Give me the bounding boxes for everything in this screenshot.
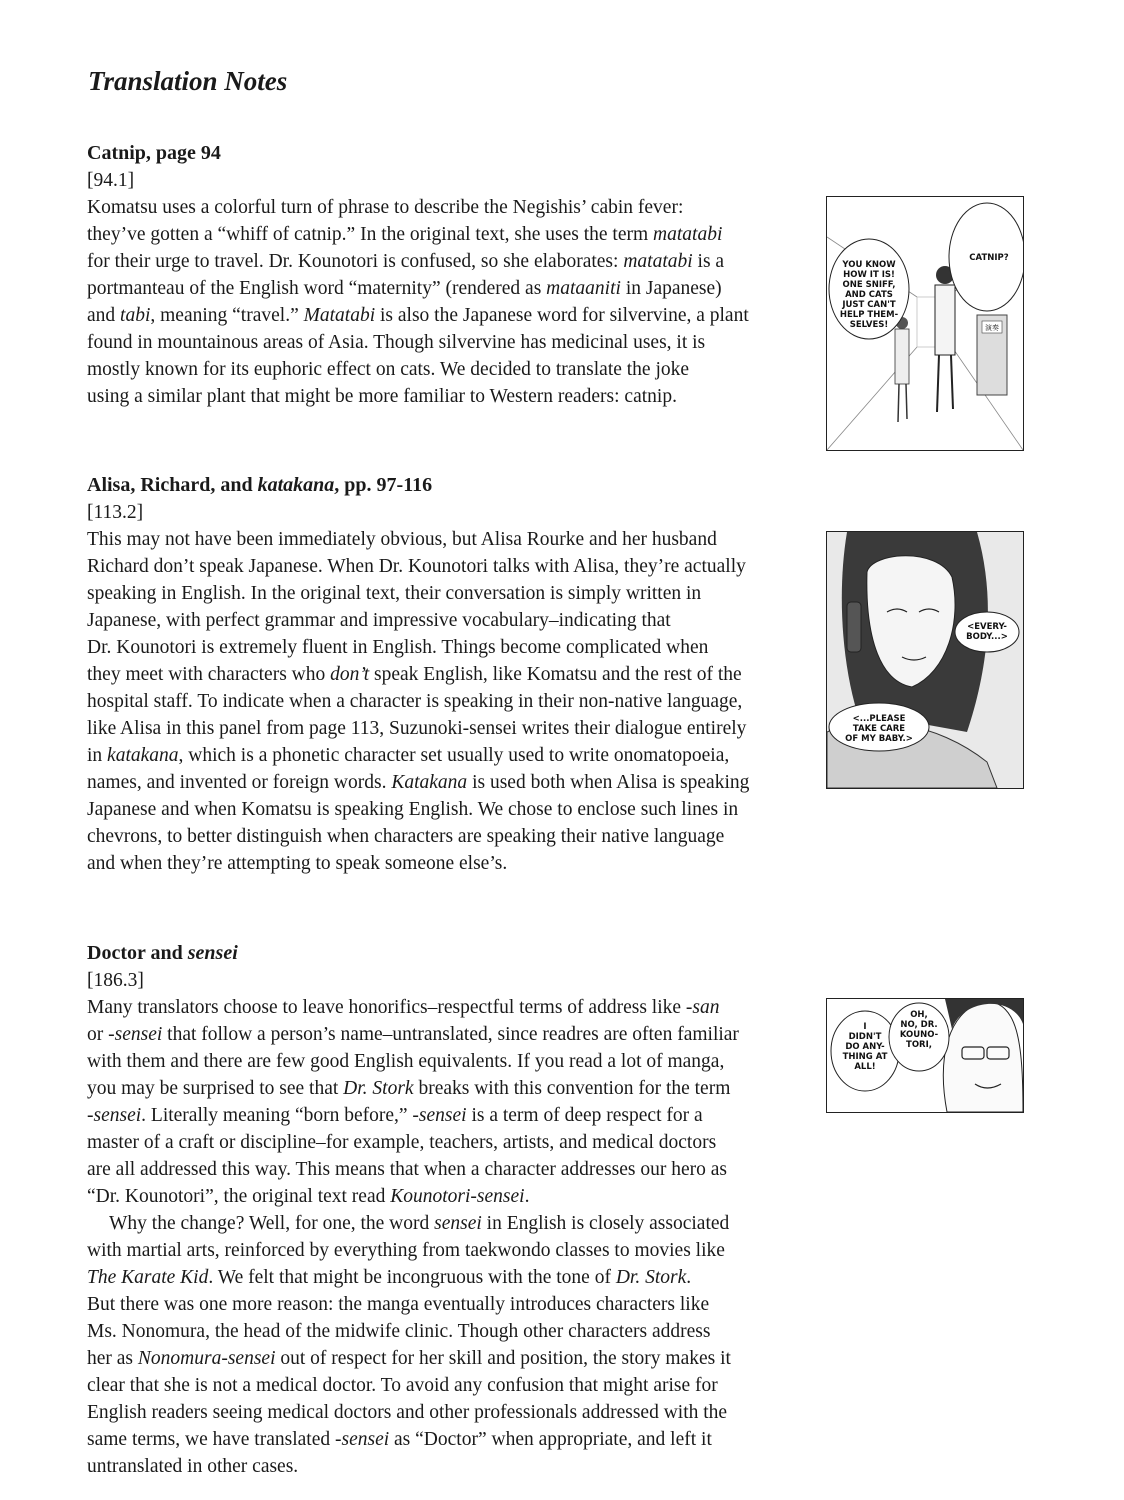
text-run: . We felt that might be incongruous with the tone of — [208, 1267, 616, 1288]
text-run: Alisa, Richard, and — [87, 474, 258, 496]
text-run: is a term of deep respect for a — [466, 1105, 703, 1126]
manga-panel-catnip — [826, 196, 1024, 451]
text-run: portmanteau of the English word “maternity” (rendered as — [87, 278, 547, 299]
italic-term: Matatabi — [303, 305, 376, 326]
paragraph — [87, 194, 807, 410]
text-run: like Alisa in this panel from page 113, Suzunoki-sensei writes their dialogue entirely — [87, 718, 747, 739]
bubble-line: HELP THEM- — [839, 310, 899, 320]
text-run: English readers seeing medical doctors and other professionals addressed with the — [87, 1402, 728, 1423]
paragraph — [87, 994, 807, 1210]
bubble-line: BODY...> — [966, 632, 1008, 642]
text-run: But there was one more reason: the manga eventually introduces characters like — [87, 1294, 710, 1315]
text-run: This may not have been immediately obvious, but Alisa Rourke and her husband — [87, 529, 717, 550]
italic-term: Kounotori-sensei — [390, 1186, 525, 1207]
bubble-line: JUST CAN'T — [842, 300, 896, 310]
text-run: Ms. Nonomura, the head of the midwife clinic. Though other characters address — [87, 1321, 711, 1342]
text-run: chevrons, to better distinguish when characters are speaking their native language — [87, 826, 725, 847]
italic-term: -san — [685, 997, 720, 1018]
manga-panel-art — [827, 197, 1023, 450]
text-run: is a — [692, 251, 725, 272]
bubble-line: THING AT — [842, 1052, 888, 1062]
text-run: in — [87, 745, 108, 766]
text-run: and — [87, 305, 121, 326]
text-run: and when they’re attempting to speak someone else’s. — [87, 853, 508, 874]
text-run: Doctor and — [87, 942, 188, 964]
bubble-line: CATNIP? — [969, 253, 1009, 263]
text-run: with martial arts, reinforced by everything from taekwondo classes to movies like — [87, 1240, 725, 1261]
speech-bubble-left — [840, 260, 899, 330]
text-run: found in mountainous areas of Asia. Though silvervine has medicinal uses, it is — [87, 332, 706, 353]
manga-panel-doctor — [826, 998, 1024, 1113]
section-page-ref: [94.1] — [87, 170, 135, 191]
text-run: Komatsu uses a colorful turn of phrase to describe the Negishis’ cabin fever: — [87, 197, 684, 218]
text-run: is used both when Alisa is speaking — [467, 772, 750, 793]
text-run: they’ve gotten a “whiff of catnip.” In the original text, she uses the term — [87, 224, 654, 245]
italic-term: katakana — [107, 745, 179, 766]
bubble-line: OF MY BABY.> — [845, 734, 913, 744]
speech-bubble-right — [969, 253, 1008, 263]
bubble-line: ALL! — [854, 1062, 876, 1072]
bubble-line: SELVES! — [849, 320, 889, 330]
italic-term: -sensei — [108, 1024, 163, 1045]
text-run: or — [87, 1024, 109, 1045]
bubble-line: <EVERY- — [967, 622, 1007, 632]
door-sign: 演奏 — [985, 324, 999, 332]
section-body — [87, 526, 807, 877]
section-page-ref: [186.3] — [87, 970, 144, 991]
speech-bubble-bottom — [845, 714, 913, 744]
bubble-line: DO ANY- — [845, 1042, 885, 1052]
text-run: . Literally meaning “born before,” — [141, 1105, 413, 1126]
section-body — [87, 194, 807, 410]
italic-term: Katakana — [391, 772, 468, 793]
bubble-line: TAKE CARE — [852, 724, 906, 734]
section-catnip — [87, 140, 807, 410]
section-heading — [87, 472, 807, 499]
text-run: , meaning “travel.” — [150, 305, 304, 326]
bubble-line: <...PLEASE — [852, 714, 906, 724]
text-run: her as — [87, 1348, 138, 1369]
text-run: clear that she is not a medical doctor. To avoid any confusion that might arise for — [87, 1375, 718, 1396]
text-run: are all addressed this way. This means that when a character addresses our hero as — [87, 1159, 728, 1180]
text-run: is also the Japanese word for silvervine, a plant — [375, 305, 749, 326]
italic-term: matatabi — [653, 224, 723, 245]
manga-panel-art — [827, 532, 1023, 788]
text-run: speaking in English. In the original text, their conversation is simply written in — [87, 583, 702, 604]
text-run: breaks with this convention for the term — [413, 1078, 731, 1099]
italic-term: Dr. Stork — [343, 1078, 414, 1099]
text-run: same terms, we have translated — [87, 1429, 335, 1450]
italic-term: tabi — [120, 305, 151, 326]
italic-term: don’t — [330, 664, 370, 685]
text-run: out of respect for her skill and position, the story makes it — [275, 1348, 731, 1369]
paragraph — [87, 526, 807, 877]
text-run: in Japanese) — [620, 278, 722, 299]
speech-bubble-top — [966, 622, 1008, 642]
page-title: Translation Notes — [88, 66, 288, 96]
italic-term: Nonomura-sensei — [137, 1348, 276, 1369]
bubble-line: OH, — [910, 1010, 928, 1020]
section-body — [87, 994, 807, 1480]
text-run: Many translators choose to leave honorifics–respectful terms of address like — [87, 997, 686, 1018]
paragraph — [87, 1210, 807, 1480]
text-run: Why the change? Well, for one, the word — [109, 1213, 435, 1234]
text-run: as “Doctor” when appropriate, and left it — [389, 1429, 712, 1450]
text-run: they meet with characters who — [87, 664, 331, 685]
text-run: in English is closely associated — [481, 1213, 730, 1234]
text-run: untranslated in other cases. — [87, 1456, 299, 1477]
italic-term: sensei — [187, 942, 238, 964]
italic-term: The Karate Kid — [87, 1267, 209, 1288]
section-heading — [87, 940, 807, 967]
bubble-line: ONE SNIFF, — [842, 280, 896, 290]
italic-term: katakana — [257, 474, 335, 496]
text-run: Catnip, page 94 — [87, 142, 221, 164]
italic-term: matatabi — [623, 251, 693, 272]
text-run: you may be surprised to see that — [87, 1078, 344, 1099]
text-run: , which is a phonetic character set usually used to write onomatopoeia, — [178, 745, 730, 766]
bubble-line: HOW IT IS! — [843, 270, 895, 280]
text-run: “Dr. Kounotori”, the original text read — [87, 1186, 391, 1207]
italic-term: -sensei — [412, 1105, 467, 1126]
text-run: Dr. Kounotori is extremely fluent in English. Things become complicated when — [87, 637, 709, 658]
bubble-line: TORI, — [906, 1040, 932, 1050]
text-run: using a similar plant that might be more familiar to Western readers: catnip. — [87, 386, 677, 407]
text-run: names, and invented or foreign words. — [87, 772, 392, 793]
bubble-line: AND CATS — [845, 290, 893, 300]
bubble-line: I — [863, 1022, 867, 1032]
text-run: . — [686, 1267, 692, 1288]
bubble-line: DIDN'T — [848, 1032, 882, 1042]
italic-term: mataaniti — [546, 278, 621, 299]
italic-term: Dr. Stork — [615, 1267, 687, 1288]
text-run: Japanese and when Komatsu is speaking English. We chose to enclose such lines in — [87, 799, 739, 820]
text-run: master of a craft or discipline–for example, teachers, artists, and medical doctors — [87, 1132, 717, 1153]
section-alisa-katakana — [87, 472, 807, 877]
text-run: mostly known for its euphoric effect on cats. We decided to translate the joke — [87, 359, 690, 380]
bubble-line: YOU KNOW — [842, 260, 896, 270]
section-doctor-sensei — [87, 940, 807, 1480]
section-page-ref: [113.2] — [87, 502, 144, 523]
bubble-line: KOUNO- — [899, 1030, 939, 1040]
manga-panel-alisa — [826, 531, 1024, 789]
text-run: , pp. 97-116 — [334, 474, 433, 496]
text-run: for their urge to travel. Dr. Kounotori is confused, so she elaborates: — [87, 251, 624, 272]
bubble-line: NO, DR. — [900, 1020, 938, 1030]
italic-term: -sensei — [87, 1105, 142, 1126]
text-run: with them and there are few good English equivalents. If you read a lot of manga, — [87, 1051, 725, 1072]
text-run: that follow a person’s name–untranslated, since readres are often familiar — [162, 1024, 739, 1045]
text-run: speak English, like Komatsu and the rest of the — [369, 664, 742, 685]
manga-panel-art — [827, 999, 1023, 1112]
text-run: hospital staff. To indicate when a character is speaking in their non-native language, — [87, 691, 743, 712]
italic-term: -sensei — [335, 1429, 390, 1450]
text-run: Richard don’t speak Japanese. When Dr. Kounotori talks with Alisa, they’re actually — [87, 556, 746, 577]
text-run: Japanese, with perfect grammar and impressive vocabulary–indicating that — [87, 610, 671, 631]
section-heading — [87, 140, 807, 167]
italic-term: sensei — [434, 1213, 482, 1234]
text-run: . — [524, 1186, 530, 1207]
